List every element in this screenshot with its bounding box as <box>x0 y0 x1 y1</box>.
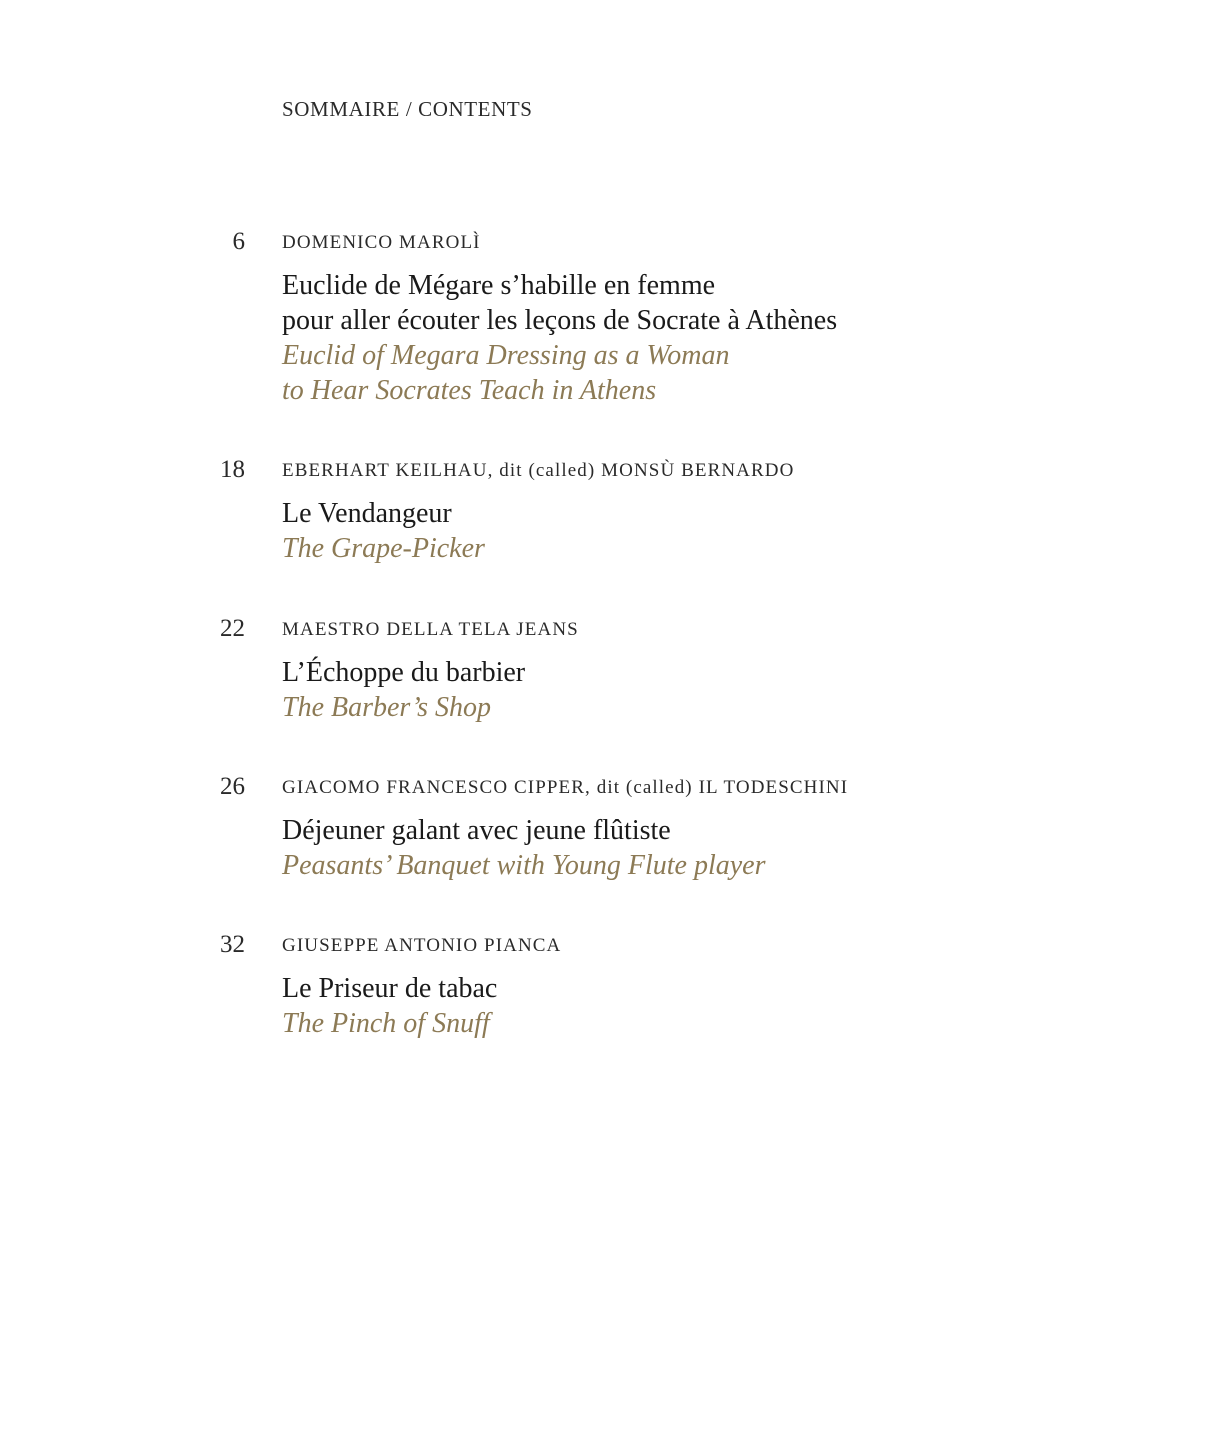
page-heading: SOMMAIRE / CONTENTS <box>282 97 533 121</box>
artist-name: DOMENICO MAROLÌ <box>282 232 481 253</box>
artwork-titles <box>282 655 1182 725</box>
artwork-titles <box>282 496 1182 566</box>
page-number: 22 <box>220 615 245 642</box>
page-number: 26 <box>220 773 245 800</box>
french-title-line: Le Priseur de tabac <box>282 973 498 1004</box>
french-title-line: Déjeuner galant avec jeune flûtiste <box>282 815 671 846</box>
artwork-titles <box>282 813 1182 883</box>
english-title-line: The Barber’s Shop <box>282 692 491 723</box>
french-title-line: L’Échoppe du barbier <box>282 657 526 688</box>
page-number: 6 <box>232 228 245 255</box>
french-title-line: Euclide de Mégare s’habille en femme <box>282 270 716 301</box>
english-title-line: The Grape-Picker <box>282 533 485 564</box>
english-title-line: Peasants’ Banquet with Young Flute player <box>282 850 766 881</box>
page-number: 32 <box>220 931 245 958</box>
page-number: 18 <box>220 456 245 483</box>
artist-name: MAESTRO DELLA TELA JEANS <box>282 619 579 640</box>
english-title-line: to Hear Socrates Teach in Athens <box>282 375 657 406</box>
artist-name: GIUSEPPE ANTONIO PIANCA <box>282 935 562 956</box>
artist-name: EBERHART KEILHAU, dit (called) MONSÙ BERNARDO <box>282 460 795 481</box>
french-title-line: Le Vendangeur <box>282 498 452 529</box>
english-title-line: Euclid of Megara Dressing as a Woman <box>282 340 730 371</box>
artwork-titles <box>282 971 1182 1041</box>
artist-name: GIACOMO FRANCESCO CIPPER, dit (called) IL TODESCHINI <box>282 777 849 798</box>
english-title-line: The Pinch of Snuff <box>282 1008 490 1039</box>
artwork-titles <box>282 268 1182 408</box>
french-title-line: pour aller écouter les leçons de Socrate à Athènes <box>282 305 838 336</box>
